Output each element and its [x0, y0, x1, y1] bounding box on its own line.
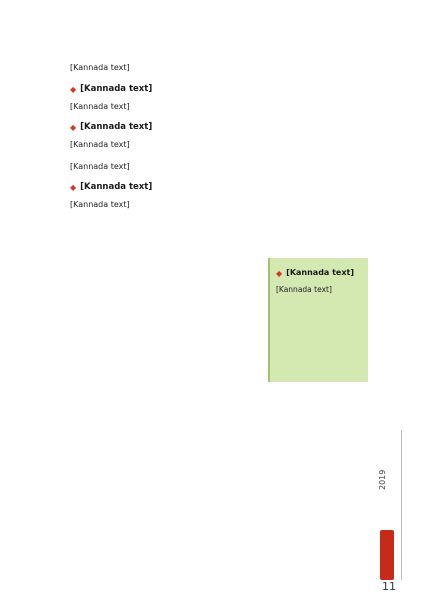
paragraph: [Kannada text] [70, 101, 130, 111]
question-text: [Kannada text] [80, 83, 153, 94]
paragraph: [Kannada text] [70, 200, 130, 209]
bullet-diamond-icon: ◆ [70, 183, 77, 192]
sidebar-question [276, 266, 362, 281]
question-text: [Kannada text] [80, 182, 153, 192]
page-number: 11 [382, 580, 396, 593]
paragraph: [Kannada text] [70, 63, 130, 72]
question [70, 180, 370, 195]
magazine-logo [380, 530, 394, 580]
sidebar-question-text: [Kannada text] [286, 268, 354, 277]
question [70, 120, 370, 135]
article-body [70, 60, 370, 219]
question [70, 82, 370, 97]
bullet-diamond-icon: ◆ [70, 123, 77, 132]
question-text: [Kannada text] [80, 122, 153, 132]
sidebar-box [268, 258, 368, 382]
bullet-diamond-icon: ◆ [70, 84, 77, 94]
paragraph: [Kannada text] [70, 161, 130, 171]
sidebar-answer: [Kannada text] [276, 285, 332, 294]
bullet-diamond-icon: ◆ [276, 269, 283, 278]
paragraph: [Kannada text] [70, 140, 130, 149]
issue-year: 2019 [378, 469, 387, 491]
